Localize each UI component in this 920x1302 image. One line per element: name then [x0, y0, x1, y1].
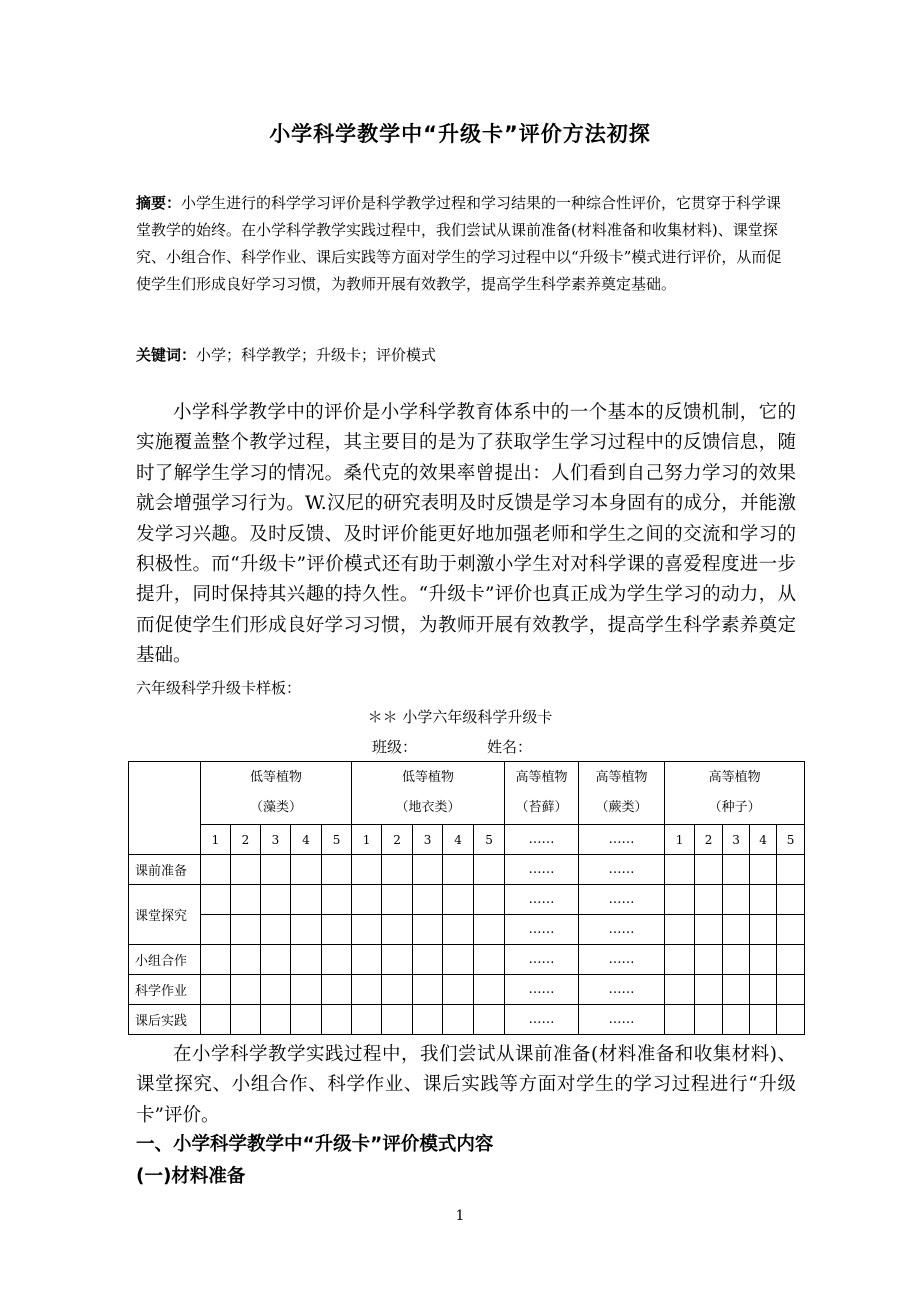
ellipsis-cell: ……	[505, 975, 579, 1005]
level-cell: 3	[723, 825, 750, 855]
keywords	[136, 342, 796, 369]
ellipsis-cell: ……	[579, 825, 665, 855]
level-cell: 2	[382, 825, 413, 855]
ellipsis-cell: ……	[579, 975, 665, 1005]
ellipsis-cell: ……	[505, 915, 579, 945]
ellipsis-cell: ……	[505, 945, 579, 975]
level-cell: 2	[695, 825, 723, 855]
card-title: ＊＊ 小学六年级科学升级卡	[367, 708, 553, 726]
ellipsis-cell: ……	[579, 885, 665, 915]
abstract-text: 小学生进行的科学学习评价是科学教学过程和学习结果的一种综合性评价，它贯穿于科学课堂教学的始终。在小学科学教学实践过程中，我们尝试从课前准备(材料准备和收集材料)、课堂探究、小组合作、科学作业、课后实践等方面对学生的学习过程中以“升级卡”模式进行评价，从而促使学生们形成良好学习习惯，为教师开展有效教学，提高学生科学素养奠定基础。	[136, 194, 782, 293]
keywords-label: 关键词：	[136, 346, 197, 364]
class-name-line	[372, 735, 532, 759]
class-label: 班级：	[372, 738, 418, 756]
ellipsis-cell: ……	[505, 1005, 579, 1035]
page-number: 1	[455, 1208, 465, 1224]
table-row	[129, 885, 805, 915]
level-cell: 5	[474, 825, 505, 855]
level-cell: 5	[777, 825, 805, 855]
level-cell: 4	[291, 825, 322, 855]
level-cell: 3	[261, 825, 291, 855]
method-paragraph: 在小学科学教学实践过程中，我们尝试从课前准备(材料准备和收集材料)、课堂探究、小组合作、科学作业、课后实践等方面对学生的学习过程进行“升级卡”评价。	[136, 1044, 796, 1126]
template-label: 六年级科学升级卡样板：	[136, 679, 302, 697]
ellipsis-cell: ……	[579, 1005, 665, 1035]
table-row	[129, 1005, 805, 1035]
ellipsis-cell: ……	[505, 885, 579, 915]
table-row	[129, 915, 805, 945]
level-cell: 2	[231, 825, 261, 855]
group-header: 高等植物 （苔藓）	[505, 762, 579, 825]
ellipsis-cell: ……	[579, 945, 665, 975]
ellipsis-cell: ……	[579, 915, 665, 945]
group-header: 低等植物 （藻类）	[201, 762, 352, 825]
level-cell: 1	[665, 825, 695, 855]
ellipsis-cell: ……	[579, 855, 665, 885]
level-cell: 3	[413, 825, 443, 855]
header-row	[129, 762, 805, 825]
level-row	[129, 825, 805, 855]
document-title: 小学科学教学中“升级卡”评价方法初探	[269, 122, 651, 146]
section-heading: 一、小学科学教学中“升级卡”评价模式内容	[136, 1134, 494, 1155]
name-label: 姓名：	[487, 738, 533, 756]
row-label: 课堂探究	[129, 885, 201, 945]
ellipsis-cell: ……	[505, 825, 579, 855]
subsection-heading: (一)材料准备	[136, 1166, 246, 1187]
row-label: 小组合作	[129, 945, 201, 975]
keywords-text: 小学；科学教学；升级卡；评价模式	[196, 346, 437, 364]
ellipsis-cell: ……	[505, 855, 579, 885]
level-cell: 4	[443, 825, 474, 855]
row-label: 科学作业	[129, 975, 201, 1005]
group-header: 高等植物 （蕨类）	[579, 762, 665, 825]
level-cell: 5	[322, 825, 352, 855]
abstract	[136, 190, 796, 298]
abstract-label: 摘要：	[136, 194, 182, 212]
upgrade-card-table	[128, 761, 805, 1035]
row-label: 课前准备	[129, 855, 201, 885]
group-header: 高等植物 （种子）	[665, 762, 805, 825]
intro-paragraph: 小学科学教学中的评价是小学科学教育体系中的一个基本的反馈机制，它的实施覆盖整个教学过程，其主要目的是为了获取学生学习过程中的反馈信息，随时了解学生学习的情况。桑代克的效果率曾提出：人们看到自己努力学习的效果就会增强学习行为。W.汉尼的研究表明及时反馈是学习本身固有的成分，并能激发学习兴趣。及时反馈、及时评价能更好地加强老师和学生之间的交流和学习的积极性。而“升级卡”评价模式还有助于刺激小学生对对科学课的喜爱程度进一步提升，同时保持其兴趣的持久性。“升级卡”评价也真正成为学生学习的动力，从而促使学生们形成良好学习习惯，为教师开展有效教学，提高学生科学素养奠定基础。	[136, 402, 796, 667]
group-header: 低等植物 （地衣类）	[352, 762, 505, 825]
level-cell: 1	[352, 825, 382, 855]
level-cell: 1	[201, 825, 231, 855]
row-label: 课后实践	[129, 1005, 201, 1035]
corner-cell	[129, 762, 201, 855]
level-cell: 4	[750, 825, 777, 855]
table-row	[129, 945, 805, 975]
table-row	[129, 975, 805, 1005]
table-row	[129, 855, 805, 885]
